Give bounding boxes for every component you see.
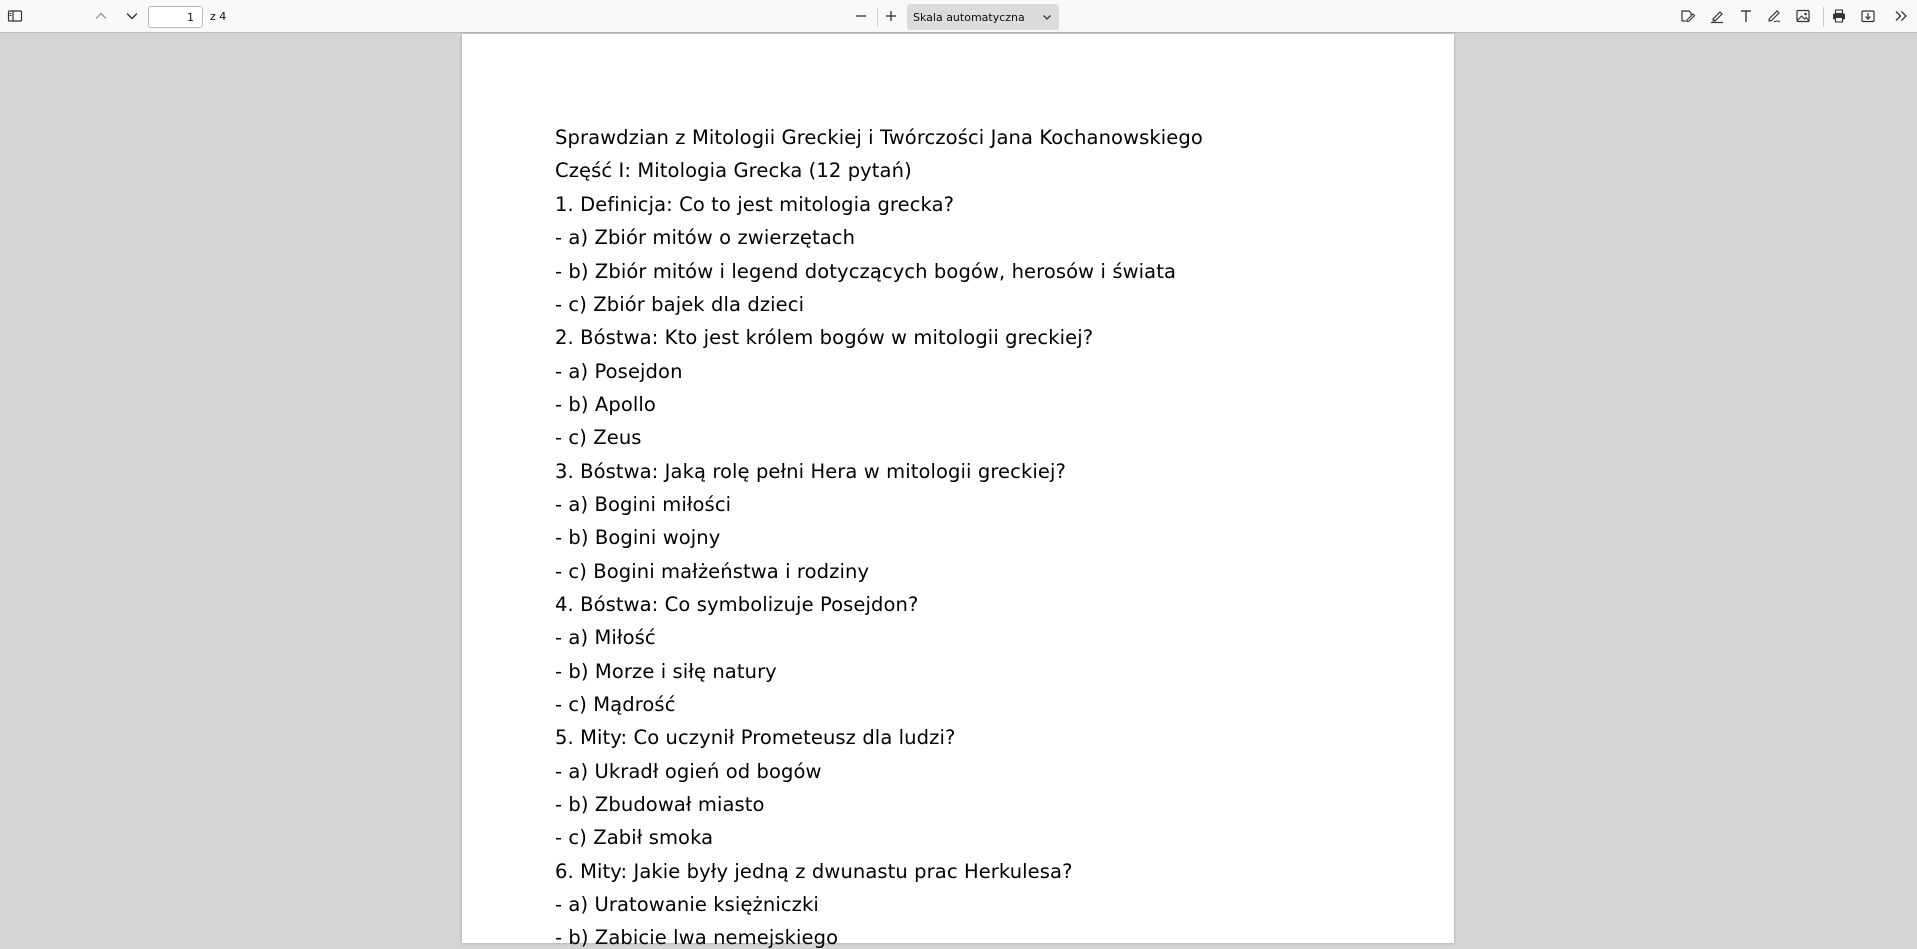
zoom-in-button[interactable] [878, 3, 904, 29]
answer-line: - a) Bogini miłości [555, 493, 732, 516]
answer-line: - c) Mądrość [555, 693, 676, 716]
chevron-up-icon [93, 8, 109, 24]
signature-icon [1680, 8, 1696, 24]
pdf-page [462, 34, 1454, 949]
answer-line: - a) Posejdon [555, 360, 683, 383]
pdf-toolbar [0, 0, 1917, 33]
text-icon [1738, 8, 1754, 24]
page-count: z 4 [210, 10, 227, 23]
toolbar-separator [1823, 7, 1824, 27]
answer-line: - c) Zbiór bajek dla dzieci [555, 293, 805, 316]
text-button[interactable] [1733, 3, 1759, 29]
question-line: 1. Definicja: Co to jest mitologia grecka? [555, 193, 955, 216]
chevron-down-icon [1041, 11, 1053, 23]
draw-icon [1766, 8, 1782, 24]
question-line: 5. Mity: Co uczynił Prometeusz dla ludzi? [555, 726, 956, 749]
answer-line: - b) Apollo [555, 393, 656, 416]
zoom-out-button[interactable] [848, 3, 874, 29]
sidebar-toggle-button[interactable] [2, 3, 28, 29]
next-page-button[interactable] [119, 3, 145, 29]
image-icon [1795, 8, 1811, 24]
question-line: 2. Bóstwa: Kto jest królem bogów w mitologii greckiej? [555, 326, 1094, 349]
question-line: 6. Mity: Jakie były jedną z dwunastu prac Herkulesa? [555, 860, 1073, 883]
answer-line: - c) Zabił smoka [555, 826, 714, 849]
chevron-down-icon [124, 8, 140, 24]
double-chevron-right-icon [1893, 8, 1909, 24]
signature-button[interactable] [1675, 3, 1701, 29]
answer-line: - a) Zbiór mitów o zwierzętach [555, 226, 856, 249]
question-line: 4. Bóstwa: Co symbolizuje Posejdon? [555, 593, 919, 616]
minus-icon [853, 8, 869, 24]
highlight-icon [1709, 8, 1725, 24]
print-button[interactable] [1826, 3, 1852, 29]
section-heading: Część I: Mitologia Grecka (12 pytań) [555, 159, 912, 182]
answer-line: - b) Zabicie lwa nemejskiego [555, 926, 839, 949]
draw-button[interactable] [1761, 3, 1787, 29]
answer-line: - a) Miłość [555, 626, 656, 649]
answer-line: - a) Uratowanie księżniczki [555, 893, 819, 916]
plus-icon [883, 8, 899, 24]
question-line: 3. Bóstwa: Jaką rolę pełni Hera w mitologii greckiej? [555, 460, 1066, 483]
answer-line: - c) Bogini małżeństwa i rodziny [555, 560, 870, 583]
sidebar-toggle-icon [7, 8, 23, 24]
print-icon [1831, 8, 1847, 24]
answer-line: - a) Ukradł ogień od bogów [555, 760, 822, 783]
answer-line: - b) Bogini wojny [555, 526, 721, 549]
save-icon [1860, 8, 1876, 24]
page-number-input[interactable] [148, 6, 203, 28]
previous-page-button[interactable] [88, 3, 114, 29]
add-image-button[interactable] [1790, 3, 1816, 29]
answer-line: - b) Morze i siłę natury [555, 660, 777, 683]
answer-line: - b) Zbudował miasto [555, 793, 765, 816]
scale-select-label: Skala automatyczna [913, 10, 1025, 24]
scale-select[interactable] [907, 4, 1059, 30]
answer-line: - b) Zbiór mitów i legend dotyczących bogów, herosów i świata [555, 260, 1176, 283]
more-tools-button[interactable] [1888, 3, 1914, 29]
highlight-button[interactable] [1704, 3, 1730, 29]
save-button[interactable] [1855, 3, 1881, 29]
document-title: Sprawdzian z Mitologii Greckiej i Twórczości Jana Kochanowskiego [555, 126, 1203, 149]
answer-line: - c) Zeus [555, 426, 642, 449]
